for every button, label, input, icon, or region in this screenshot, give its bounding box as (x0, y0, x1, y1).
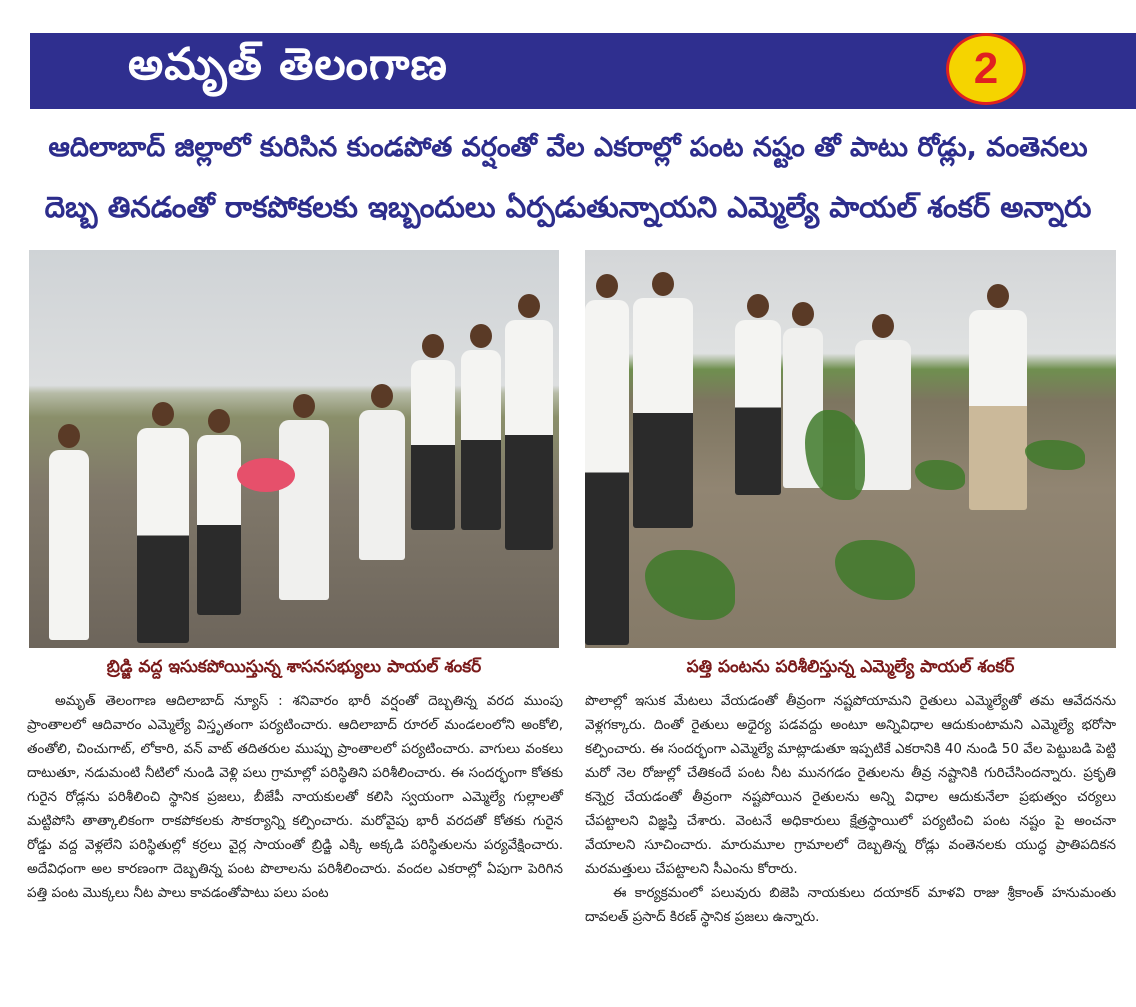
article-paragraph: పొలాల్లో ఇసుక మేటలు వేయడంతో తీవ్రంగా నష్టపోయామని రైతులు ఎమ్మెల్యేతో తమ ఆవేదనను వెళ్లగక్కారు. దింతో రైతులు అధైర్య పడవద్దు అంటూ అన్నివిధాల ఆదుకుంటామని ఎమ్మెల్యే భరోసా కల్పించారు. ఈ సందర్భంగా ఎమ్మెల్యే మాట్లాడుతూ ఇప్పటికే ఎకరానికి 40 నుండి 50 వేల పెట్టుబడి పెట్టి మరో నెల రోజుల్లో చేతికందే పంట నీట మునగడం రైతులను తీవ్ర నష్టానికి గురిచేసిందన్నారు. ప్రకృతి కన్నెర్ర చేయడంతో తీవ్రంగా నష్టపోయిన రైతులను అన్ని విధాల ఆదుకునేలా ప్రభుత్వం చర్యలు చేపట్టాలని విజ్ఞప్తి చేశారు. వెంటనే అధికారులు క్షేత్రస్థాయిలో పర్యటించి పంట నష్టం పై అంచనా వేయాలని సూచించారు. మారుమూల గ్రామాలలో దెబ్బతిన్న రోడ్లు వంతెనలకు యుద్ధ ప్రాతిపదికన మరమత్తులు చేపట్టాలని సీఎంను కోరారు. (585, 693, 1116, 877)
photo-cotton-field (585, 250, 1116, 648)
photo-bridge-sand (29, 250, 559, 648)
headline-line-1: ఆదిలాబాద్ జిల్లాలో కురిసిన కుండపోత వర్షంతో వేల ఎకరాల్లో పంట నష్టం తో పాటు రోడ్లు, వంతెనలు (48, 132, 1088, 163)
article-paragraph: ఈ కార్యక్రమంలో పలువురు బిజెపి నాయకులు దయాకర్ మాళవి రాజు శ్రీకాంత్ హనుమంతు దావలత్ ప్రసాద్ కిరణ్ స్థానిక ప్రజలు ఉన్నారు. (585, 885, 1116, 925)
masthead-band (30, 33, 1136, 109)
photo-caption-right: పత్తి పంటను పరిశీలిస్తున్న ఎమ్మెల్యే పాయల్ శంకర్ (686, 657, 1015, 677)
photo-caption-left: బ్రిడ్జి వద్ద ఇసుకపోయిస్తున్న శాసనసభ్యులు పాయల్ శంకర్ (106, 657, 482, 677)
headline-line-2: దెబ్బ తినడంతో రాకపోకలకు ఇబ్బందులు ఏర్పడుతున్నాయని ఎమ్మెల్యే పాయల్ శంకర్ అన్నారు (44, 190, 1092, 224)
page-number-badge (946, 33, 1026, 105)
page-number: 2 (973, 44, 999, 93)
article-paragraph: అమృత్ తెలంగాణ ఆదిలాబాద్ న్యూస్ : శనివారం భారీ వర్షంతో దెబ్బతిన్న వరద ముంపు ప్రాంతాలలో ఆదివారం ఎమ్మెల్యే విస్తృతంగా పర్యటించారు. ఆదిలాబాద్ రూరల్ మండలంలోని అంకోలి, తంతోలి, చించుగాట్, లోకారి, వన్ వాట్ తదితరుల ముప్పు ప్రాంతాలలో పర్యటించారు. వాగులు వంకలు దాటుతూ, నడుమంటి నీటిలో నుండి వెళ్లి పలు గ్రామాల్లో పరిస్థితిని పరిశీలించారు. ఈ సందర్భంగా కోతకు గురైన రోడ్లను పరిశీలించి స్థానిక ప్రజలు, బీజేపీ నాయకులతో కలిసి స్వయంగా ఎమ్మెల్యే గుల్లాలతో మట్టిపోసి తాత్కాలికంగా రాకపోకలకు సౌకర్యాన్ని కల్పించారు. మరోవైపు భారీ వరదతో కోతకు గురైన రోడ్డు వద్ద వెళ్లలేని పరిస్థితుల్లో కర్రలు వైర్ల సాయంతో బ్రిడ్జి ఎక్కి అక్కడి పరిస్థితులను పర్యవేక్షించారు. అదేవిధంగా అల కారణంగా దెబ్బతిన్న పంట పొలాలను పరిశీలించారు. వందల ఎకరాల్లో ఏపుగా పెరిగిన పత్తి పంట మొక్కలు నీట పాలు కావడంతోపాటు పలు పంట (27, 693, 563, 901)
article-column-right (585, 689, 1116, 929)
article-column-left (27, 689, 563, 905)
sand-basin (237, 458, 295, 492)
newspaper-title: అమృత్ తెలంగాణ (128, 39, 448, 90)
